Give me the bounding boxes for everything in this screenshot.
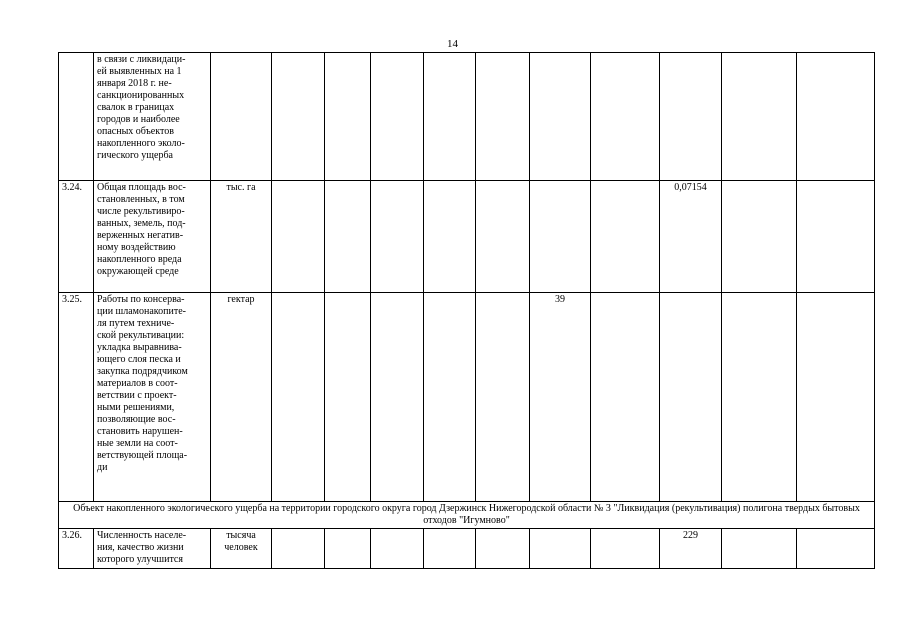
value-cell bbox=[530, 529, 591, 569]
value-cell bbox=[476, 181, 530, 293]
section-header-row bbox=[59, 502, 875, 529]
value-cell bbox=[325, 53, 371, 181]
unit-cell: тысяча человек bbox=[211, 529, 272, 569]
value-cell bbox=[476, 293, 530, 502]
unit-cell: тыс. га bbox=[211, 181, 272, 293]
value-cell bbox=[722, 293, 797, 502]
description-cell: Общая площадь вос- становленных, в том числе рекультивиро- ванных, земель, под- верженных негатив- ному воздействию накопленного вреда окружающей среде bbox=[94, 181, 211, 293]
table-row bbox=[59, 181, 875, 293]
row-number-cell: 3.24. bbox=[59, 181, 94, 293]
value-cell bbox=[424, 181, 476, 293]
description-cell: Работы по консерва- ции шламонакопите- ля путем техниче- ской рекультивации: укладка выравнива- ющего слоя песка и закупка подрядчиком материалов в соот- ветствии с проект- ными решениями, позволяющие вос- становить нарушен- ные земли на соот- ветствующей площа- ди bbox=[94, 293, 211, 502]
value-cell bbox=[530, 53, 591, 181]
value-cell bbox=[371, 181, 424, 293]
value-cell bbox=[325, 293, 371, 502]
page-number: 14 bbox=[447, 38, 458, 50]
value-cell bbox=[424, 53, 476, 181]
value-cell: 229 bbox=[660, 529, 722, 569]
value-cell bbox=[272, 181, 325, 293]
value-cell bbox=[325, 181, 371, 293]
value-cell bbox=[797, 53, 875, 181]
unit-cell: гектар bbox=[211, 293, 272, 502]
value-cell bbox=[371, 293, 424, 502]
value-cell bbox=[272, 529, 325, 569]
value-cell bbox=[591, 53, 660, 181]
value-cell bbox=[371, 53, 424, 181]
table-row bbox=[59, 529, 875, 569]
row-number-cell bbox=[59, 53, 94, 181]
row-number-cell: 3.25. bbox=[59, 293, 94, 502]
value-cell bbox=[722, 529, 797, 569]
value-cell bbox=[660, 53, 722, 181]
table-row bbox=[59, 53, 875, 181]
value-cell bbox=[797, 181, 875, 293]
value-cell bbox=[797, 293, 875, 502]
value-cell bbox=[424, 529, 476, 569]
section-header-cell: Объект накопленного экологического ущерба на территории городского округа город Дзержинск Нижегородской области № 3 "Ликвидация (рекультивация) полигона твердых бытовых отходов "Игумново" bbox=[59, 502, 875, 529]
value-cell bbox=[591, 293, 660, 502]
value-cell bbox=[591, 181, 660, 293]
description-cell: в связи с ликвидаци- ей выявленных на 1 января 2018 г. не- санкционированных свалок в границах городов и наиболее опасных объектов накопленного эколо- гического ущерба bbox=[94, 53, 211, 181]
value-cell bbox=[530, 181, 591, 293]
description-cell: Численность населе- ния, качество жизни которого улучшится bbox=[94, 529, 211, 569]
unit-cell bbox=[211, 53, 272, 181]
indicators-table bbox=[58, 52, 875, 569]
value-cell bbox=[272, 53, 325, 181]
value-cell bbox=[424, 293, 476, 502]
value-cell bbox=[476, 53, 530, 181]
value-cell: 39 bbox=[530, 293, 591, 502]
value-cell: 0,07154 bbox=[660, 181, 722, 293]
value-cell bbox=[371, 529, 424, 569]
value-cell bbox=[722, 181, 797, 293]
value-cell bbox=[325, 529, 371, 569]
table-row bbox=[59, 293, 875, 502]
row-number-cell: 3.26. bbox=[59, 529, 94, 569]
value-cell bbox=[797, 529, 875, 569]
value-cell bbox=[272, 293, 325, 502]
value-cell bbox=[476, 529, 530, 569]
value-cell bbox=[591, 529, 660, 569]
value-cell bbox=[660, 293, 722, 502]
value-cell bbox=[722, 53, 797, 181]
